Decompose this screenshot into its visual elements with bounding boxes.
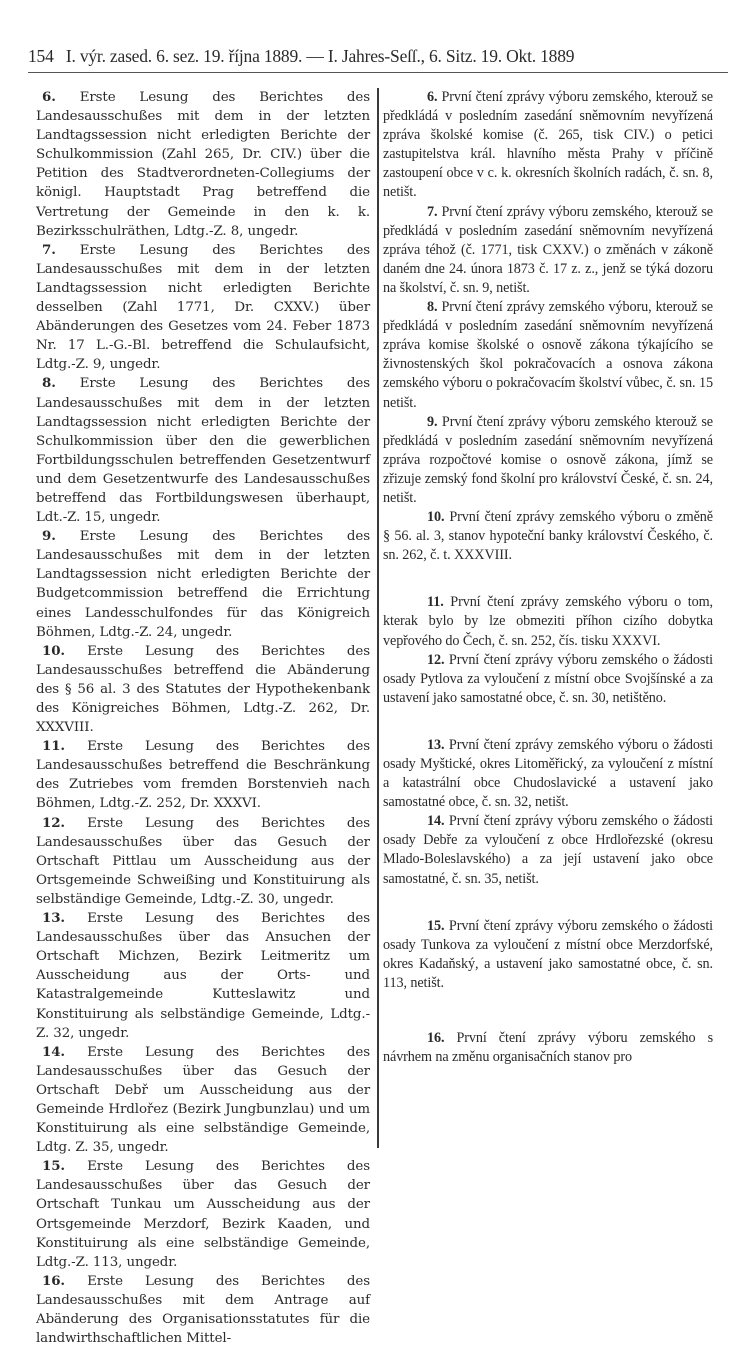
agenda-item xyxy=(36,737,370,813)
agenda-item xyxy=(36,1157,370,1272)
item-text: Erste Lesung des Berichtes des Landesausschußes über das Gesuch der Ortschaft Tunkau um Ausscheidung aus der Ortsgemeinde Merzdorf, Bezirk Kaaden, und Konstituirung als eine selbständige Gemeinde, Ldtg.-Z. 113, ungedr. xyxy=(36,1159,370,1270)
agenda-item xyxy=(383,413,713,508)
item-number: 11. xyxy=(427,594,444,611)
item-number: 10. xyxy=(42,642,65,659)
page-number: 154 xyxy=(28,46,54,66)
item-text: První čtení zprávy výboru zemského o žádosti osady Pytlova za vyloučení z místní obce Svojšínské a za ustavení jako samostatné obce, č. sn. 30, netištěno. xyxy=(383,651,713,706)
agenda-item xyxy=(36,1043,370,1158)
item-number: 11. xyxy=(42,738,65,755)
agenda-item xyxy=(36,88,370,241)
item-number: 15. xyxy=(42,1158,65,1175)
item-text: Erste Lesung des Berichtes des Landesausschußes betreffend die Abänderung des § 56 al. 3 des Statutes der Hypothekenbank des Königreiches Böhmen, Ldtg.-Z. 262, Dr. XXXVIII. xyxy=(36,643,370,736)
item-number: 12. xyxy=(427,651,445,668)
item-text: Erste Lesung des Berichtes des Landesausschußes über das Ansuchen der Ortschaft Michzen, Bezirk Leitmeritz um Ausscheidung aus der Orts- und Katastralgemeinde Kutteslawitz und Konstituirung als selbständige Gemeinde, Ldtg.-Z. 32, ungedr. xyxy=(36,911,370,1041)
item-number: 14. xyxy=(42,1043,65,1060)
agenda-item xyxy=(36,909,370,1043)
item-text: První čtení zprávy výboru zemského, kterouž se předkládá v posledním zasedání sněmovním nevyřízená zpráva téhož (č. 1771, tisk CXXV.) o změnách v zákoně daném dne 24. února 1873 č. 17 z. z., jenž se týká dozoru na školství, č. sn. 9, netišt. xyxy=(383,203,713,296)
item-text: Erste Lesung des Berichtes des Landesausschußes betreffend die Beschränkung des Zutriebes vom fremden Borstenvieh nach Böhmen, Ldtg.-Z. 252, Dr. XXXVI. xyxy=(36,739,370,812)
spacer xyxy=(383,889,713,917)
item-text: První čtení zprávy výboru zemského o žádosti osady Debře za vyloučení z obce Hrdlořezské (okresu Mlado-Boleslavského) a za její ustavení jako obce samostatné, č. sn. 35, netišt. xyxy=(383,813,713,887)
item-text: První čtení zprávy výboru zemského s návrhem na změnu organisačních stanov pro xyxy=(383,1030,714,1066)
item-number: 9. xyxy=(42,528,56,545)
item-text: První čtení zprávy výboru zemského, kterouž se předkládá v posledním zasedání sněmovním nevyřízená zpráva školské komise (č. 265, tisk CIV.) o petici zastupitelstva král. hlavního města Prahy v příčině zastoupení obce v c. k. okresních školních radách, č. sn. 8, netišt. xyxy=(383,89,713,201)
column-divider xyxy=(377,88,379,1148)
item-text: První čtení zprávy výboru zemského kterouž se předkládá v posledním zasedání sněmovním nevyřízená zpráva rozpočtové komise o osnově zákona, jímž se zřizuje zemský fond školní pro království České, č. sn. 24, netišt. xyxy=(383,413,713,506)
item-text: Erste Lesung des Berichtes des Landesausschußes über das Gesuch der Ortschaft Debř um Ausscheidung aus der Gemeinde Hrdlořez (Bezirk Jungbunzlau) und um Konstituirung als eine selbständige Gemeinde, Ldtg. Z. 35, ungedr. xyxy=(36,1044,370,1156)
agenda-item xyxy=(36,1272,370,1348)
agenda-item xyxy=(36,814,370,909)
agenda-item xyxy=(383,1029,713,1067)
item-number: 8. xyxy=(42,375,56,392)
item-number: 8. xyxy=(427,299,438,316)
german-column xyxy=(36,88,370,1348)
header-separator: — xyxy=(306,46,324,66)
spacer xyxy=(383,993,713,1029)
item-number: 15. xyxy=(427,917,445,934)
header-czech: I. výr. zased. 6. sez. 19. října 1889. xyxy=(65,46,303,66)
agenda-item xyxy=(383,593,713,650)
agenda-item xyxy=(383,917,713,993)
item-text: Erste Lesung des Berichtes des Landesausschußes mit dem in der letzten Landtagssession nicht erledigten Berichte der Budgetcommission betreffend die Errichtung eines Landesschulfondes für das Königreich Böhmen, Ldtg.-Z. 24, ungedr. xyxy=(36,529,370,640)
agenda-item xyxy=(36,374,370,527)
item-text: Erste Lesung des Berichtes des Landesausschußes mit dem Antrage auf Abänderung des Organisationsstatutes für die landwirthschaftlichen Mittel- xyxy=(36,1273,370,1347)
item-text: Erste Lesung des Berichtes des Landesausschußes mit dem in der letzten Landtagssession nicht erledigten Berichte der Schulkommission über den die gewerblichen Fortbildungsschulen betreffenden Gesetzentwurf und dem Gesetzentwurfe des Landesausschußes betreffend das Fortbildungswesen überhaupt, Ldt.-Z. 15, ungedr. xyxy=(36,376,370,526)
item-number: 13. xyxy=(42,910,65,927)
item-number: 6. xyxy=(42,89,56,105)
item-number: 14. xyxy=(427,813,445,830)
item-text: První čtení zprávy zemského výboru, kterouž se předkládá v posledním zasedání sněmovním nevyřízená zpráva komise školské o osnově zákona týkajícího se živnostenských škol pokračovacích a osnova zákona zemského výboru o pokračovacím školství vůbec, č. sn. 15 netišt. xyxy=(383,299,713,411)
agenda-item xyxy=(383,736,713,812)
item-number: 12. xyxy=(42,814,65,831)
item-number: 7. xyxy=(42,241,56,258)
item-number: 13. xyxy=(427,736,445,753)
spacer xyxy=(383,708,713,736)
agenda-item xyxy=(383,651,713,708)
page-header xyxy=(28,46,728,72)
agenda-item xyxy=(383,812,713,888)
agenda-item xyxy=(383,203,713,298)
agenda-item xyxy=(36,642,370,737)
item-number: 9. xyxy=(427,413,438,430)
agenda-item xyxy=(36,527,370,642)
item-text: Erste Lesung des Berichtes des Landesausschußes über das Gesuch der Ortschaft Pittlau um Ausscheidung aus der Ortsgemeinde Schweißing und Konstituirung als selbständige Gemeinde, Ldtg.-Z. 30, ungedr. xyxy=(36,815,370,907)
item-number: 16. xyxy=(42,1272,65,1289)
item-text: První čtení zprávy zemského výboru o změně § 56. al. 3, stanov hypoteční banky království Českého, č. sn. 262, č. t. XXXVIII. xyxy=(383,509,713,564)
header-rule xyxy=(28,72,728,73)
item-number: 16. xyxy=(427,1030,445,1047)
item-text: Erste Lesung des Berichtes des Landesausschußes mit dem in der letzten Landtagssession nicht erledigten Berichte desselben (Zahl 1771, Dr. CXXV.) über Abänderungen des Gesetzes vom 24. Feber 1873 Nr. 17 L.-G.-Bl. betreffend die Schulaufsicht, Ldtg.-Z. 9, ungedr. xyxy=(36,242,370,373)
agenda-item xyxy=(383,298,713,413)
header-german: I. Jahres-Seſſ., 6. Sitz. 19. Okt. 1889 xyxy=(327,46,575,66)
agenda-item xyxy=(36,241,370,375)
item-number: 10. xyxy=(427,509,445,526)
spacer xyxy=(383,565,713,593)
item-number: 6. xyxy=(427,89,438,105)
item-text: Erste Lesung des Berichtes des Landesausschußes mit dem in der letzten Landtagssession nicht erledigten Berichte der Schulkommission (Zahl 265, Dr. CIV.) über die Petition des Stadtverordneten-Collegiums der königl. Hauptstadt Prag betreffend die Vertretung der Gemeinde in den k. k. Bezirksschulräthen, Ldtg.-Z. 8, ungedr. xyxy=(36,90,370,239)
item-text: První čtení zprávy zemského výboru o tom, kterak bylo by lze obmeziti příhon cizího dobytka vepřového do Čech, č. sn. 252, čís. tisku XXXVI. xyxy=(383,594,714,649)
czech-column xyxy=(383,88,713,1067)
item-text: První čtení zprávy výboru zemského o žádosti osady Tunkova za vyloučení z místní obce Merzdorfské, okres Kadaňský, a ustavení jako samostatné obce, č. sn. 113, netišt. xyxy=(383,917,713,991)
agenda-item xyxy=(383,508,713,565)
item-number: 7. xyxy=(427,203,438,220)
agenda-item xyxy=(383,88,713,203)
item-text: První čtení zprávy zemského výboru o žádosti osady Myštické, okres Litoměřický, za vyloučení z místní a katastrální obce Chudoslavické a ustavení jako samostatné obce, č. sn. 32, netišt. xyxy=(383,736,713,811)
